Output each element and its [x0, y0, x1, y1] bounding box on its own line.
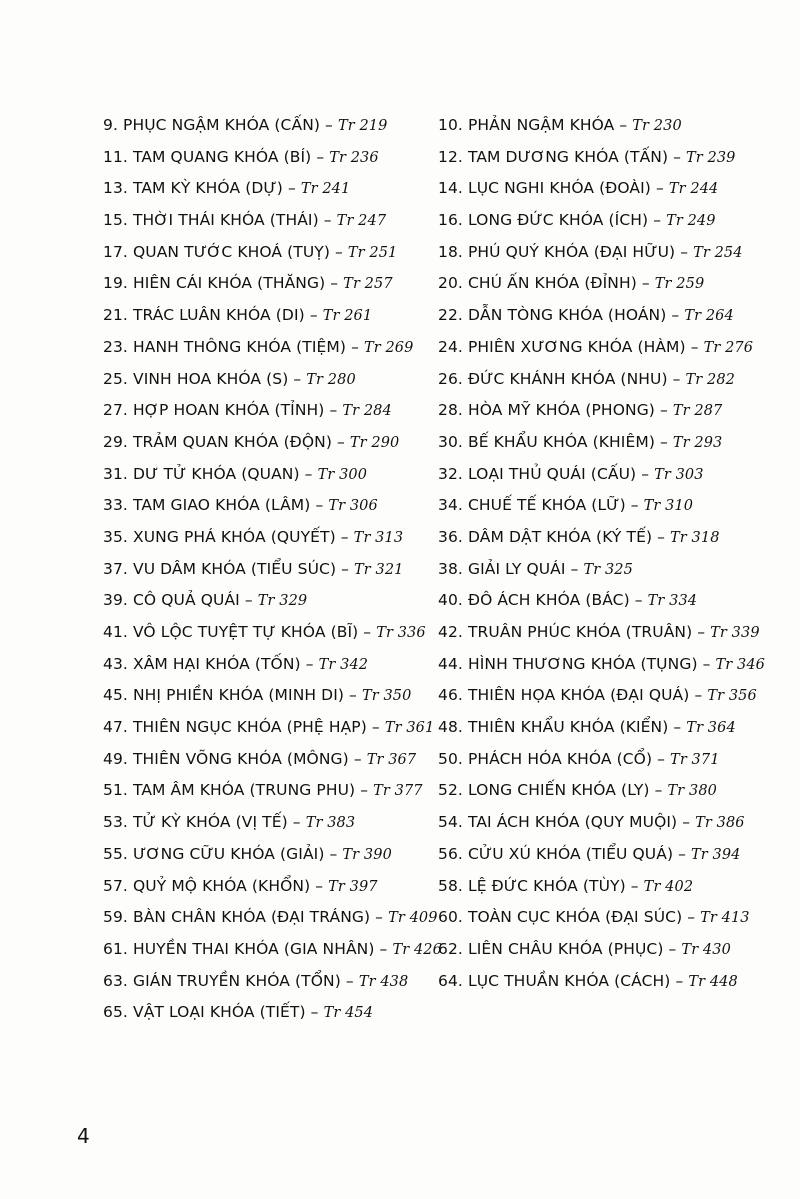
entry-dash: – [300, 654, 319, 673]
entry-title: CÔ QUẢ QUÁI [132, 591, 240, 610]
entry-title: LIÊN CHÂU KHÓA (PHỤC) [467, 939, 664, 958]
entry-number: 12. [438, 147, 463, 166]
entry-title: PHÚ QUÝ KHÓA (ĐẠI HỮU) [467, 242, 676, 261]
entry-page-ref: Tr 371 [670, 751, 720, 768]
entry-title: THIÊN HỌA KHÓA (ĐẠI QUÁ) [467, 686, 690, 705]
entry-number: 22. [438, 306, 463, 325]
toc-entry [438, 809, 768, 841]
entry-title: GIÁN TRUYỀN KHÓA (TỔN) [132, 971, 341, 990]
entry-title: THIÊN NGỤC KHÓA (PHỆ HẠP) [132, 718, 367, 737]
entry-dash: – [670, 971, 689, 990]
entry-dash: – [370, 908, 389, 927]
entry-dash: – [329, 242, 348, 261]
toc-entry [103, 841, 428, 873]
toc-entry [438, 461, 768, 493]
entry-page-ref: Tr 394 [691, 846, 741, 863]
entry-number: 52. [438, 781, 463, 800]
entry-dash: – [346, 337, 364, 356]
entry-page-ref: Tr 280 [306, 371, 356, 388]
entry-title: VINH HOA KHÓA (S) [132, 369, 289, 388]
toc-entry [438, 968, 768, 1000]
entry-dash: – [650, 179, 669, 198]
entry-dash: – [697, 654, 716, 673]
entry-number: 33. [103, 496, 128, 515]
entry-dash: – [336, 559, 355, 578]
entry-page-ref: Tr 383 [305, 815, 356, 832]
entry-page-ref: Tr 325 [583, 561, 633, 578]
toc-entry [103, 714, 435, 746]
entry-dash: – [304, 306, 323, 325]
entry-page-ref: Tr 377 [373, 783, 423, 800]
entry-title: VÔ LỘC TUYỆT TỰ KHÓA (BĨ) [132, 623, 359, 641]
entry-dash: – [668, 147, 687, 166]
entry-title: LỤC THUẦN KHÓA (CÁCH) [467, 971, 671, 990]
entry-page-ref: Tr 259 [654, 276, 705, 293]
entry-page-ref: Tr 276 [703, 339, 754, 356]
entry-title: TAI ÁCH KHÓA (QUY MUỘI) [467, 813, 678, 832]
entry-number: 49. [103, 749, 128, 768]
entry-page-ref: Tr 293 [672, 434, 723, 451]
toc-entry [438, 936, 768, 968]
entry-title: PHIÊN XƯƠNG KHÓA (HÀM) [467, 337, 686, 356]
entry-number: 48. [438, 718, 463, 737]
entry-page-ref: Tr 336 [376, 625, 426, 641]
entry-number: 59. [103, 908, 128, 927]
entry-title: CHÚ ẤN KHÓA (ĐỈNH) [467, 274, 637, 293]
toc-entry [438, 366, 768, 398]
toc-entry [438, 619, 768, 651]
entry-dash: – [677, 813, 696, 832]
entry-page-ref: Tr 261 [322, 308, 373, 325]
entry-number: 31. [103, 464, 128, 483]
entry-page-ref: Tr 269 [363, 339, 414, 356]
entry-dash: – [310, 496, 329, 515]
entry-dash: – [331, 432, 350, 451]
entry-title: TRẢM QUAN KHÓA (ĐỘN) [132, 432, 332, 451]
entry-dash: – [320, 116, 338, 134]
toc-entry [438, 334, 768, 366]
entry-title: HỢP HOAN KHÓA (TỈNH) [132, 401, 325, 420]
toc-entry [438, 429, 768, 461]
entry-page-ref: Tr 290 [349, 434, 400, 451]
entry-page-ref: Tr 390 [342, 846, 392, 863]
toc-entry [438, 556, 768, 588]
toc-entry [103, 239, 428, 271]
entry-page-ref: Tr 313 [353, 529, 404, 546]
entry-page-ref: Tr 236 [329, 149, 379, 166]
entry-number: 38. [438, 559, 463, 578]
toc-entry [103, 556, 428, 588]
entry-number: 51. [103, 781, 128, 800]
entry-dash: – [299, 464, 318, 483]
entry-dash: – [318, 211, 337, 230]
entry-number: 65. [103, 1003, 128, 1022]
entry-page-ref: Tr 350 [361, 688, 412, 705]
toc-entry [438, 270, 768, 302]
toc-entry [438, 587, 768, 619]
entry-title: TRUÂN PHÚC KHÓA (TRUÂN) [467, 623, 693, 641]
entry-page-ref: Tr 346 [715, 656, 765, 673]
entry-number: 35. [103, 527, 128, 546]
entry-title: ƯƠNG CỮU KHÓA (GIẢI) [132, 844, 325, 863]
entry-dash: – [689, 686, 708, 705]
entry-page-ref: Tr 361 [384, 720, 435, 737]
toc-entry [103, 366, 428, 398]
entry-page-ref: Tr 448 [688, 973, 738, 990]
entry-title: THIÊN KHẨU KHÓA (KIỂN) [467, 718, 669, 737]
entry-title: TRÁC LUÂN KHÓA (DI) [132, 306, 305, 325]
toc-entry [103, 112, 428, 144]
toc-entry [103, 429, 428, 461]
entry-number: 36. [438, 527, 463, 546]
entry-page-ref: Tr 257 [343, 276, 393, 293]
entry-dash: – [636, 274, 655, 293]
entry-title: DẪN TÒNG KHÓA (HOÁN) [467, 306, 667, 325]
entry-dash: – [652, 749, 671, 768]
entry-page-ref: Tr 402 [643, 878, 694, 895]
entry-number: 45. [103, 686, 128, 705]
entry-title: GIẢI LY QUÁI [467, 559, 566, 578]
toc-entry [103, 524, 428, 556]
entry-dash: – [663, 939, 682, 958]
entry-number: 56. [438, 844, 463, 863]
entry-dash: – [666, 306, 685, 325]
entry-number: 11. [103, 147, 128, 166]
entry-dash: – [239, 591, 258, 610]
entry-title: TAM DƯƠNG KHÓA (TẤN) [467, 147, 669, 166]
entry-title: TAM KỲ KHÓA (DỰ) [132, 179, 283, 198]
entry-title: HÒA MỸ KHÓA (PHONG) [467, 401, 655, 420]
entry-page-ref: Tr 282 [685, 371, 736, 388]
entry-number: 39. [103, 591, 128, 610]
entry-number: 32. [438, 464, 463, 483]
toc-entry [438, 873, 768, 905]
entry-number: 23. [103, 337, 128, 356]
entry-number: 60. [438, 908, 463, 927]
toc-entry [103, 587, 428, 619]
entry-title: DÂM DẬT KHÓA (KÝ TẾ) [467, 527, 653, 546]
toc-right-column [438, 112, 768, 999]
entry-title: NHỊ PHIỀN KHÓA (MINH DI) [132, 686, 345, 705]
toc-entry [438, 682, 768, 714]
entry-title: HANH THÔNG KHÓA (TIỆM) [132, 337, 347, 356]
entry-dash: – [305, 1003, 324, 1022]
entry-dash: – [355, 781, 374, 800]
entry-number: 61. [103, 939, 128, 958]
entry-dash: – [310, 876, 329, 895]
entry-number: 26. [438, 369, 463, 388]
toc-entry [103, 207, 428, 239]
entry-page-ref: Tr 339 [710, 625, 760, 641]
entry-page-ref: Tr 380 [667, 783, 717, 800]
entry-title: HIÊN CÁI KHÓA (THĂNG) [132, 274, 326, 293]
entry-title: TOÀN CỤC KHÓA (ĐẠI SÚC) [467, 908, 683, 927]
toc-entry [103, 746, 428, 778]
entry-dash: – [287, 813, 306, 832]
entry-title: LOẠI THỦ QUÁI (CẤU) [467, 464, 637, 483]
entry-dash: – [649, 781, 668, 800]
toc-entry [103, 461, 428, 493]
entry-number: 40. [438, 591, 463, 610]
entry-dash: – [654, 432, 673, 451]
entry-dash: – [348, 749, 367, 768]
entry-page-ref: Tr 413 [700, 910, 750, 927]
entry-page-ref: Tr 409 [388, 910, 438, 927]
entry-number: 47. [103, 718, 128, 737]
entry-dash: – [335, 527, 354, 546]
entry-number: 63. [103, 971, 128, 990]
entry-page-ref: Tr 454 [323, 1005, 374, 1022]
entry-dash: – [675, 242, 694, 261]
entry-page-ref: Tr 306 [328, 498, 378, 515]
entry-page-ref: Tr 244 [668, 181, 719, 198]
toc-entry [438, 524, 768, 556]
entry-dash: – [682, 908, 701, 927]
entry-dash: – [673, 844, 691, 863]
toc-entry [438, 651, 768, 683]
entry-page-ref: Tr 329 [257, 593, 308, 610]
entry-dash: – [340, 971, 359, 990]
entry-page-ref: Tr 356 [707, 688, 757, 705]
toc-entry [103, 302, 428, 334]
entry-title: BÀN CHÂN KHÓA (ĐẠI TRÁNG) [132, 908, 371, 927]
entry-title: XUNG PHÁ KHÓA (QUYẾT) [132, 527, 336, 546]
entry-page-ref: Tr 230 [632, 118, 682, 134]
entry-number: 50. [438, 749, 463, 768]
entry-dash: – [654, 401, 673, 420]
toc-entry [438, 904, 768, 936]
entry-page-ref: Tr 397 [328, 878, 378, 895]
entry-page-ref: Tr 239 [686, 149, 736, 166]
entry-number: 64. [438, 971, 463, 990]
entry-dash: – [668, 718, 687, 737]
toc-entry [103, 873, 428, 905]
entry-dash: – [565, 559, 584, 578]
toc-entry [103, 492, 428, 524]
entry-number: 55. [103, 844, 128, 863]
entry-number: 15. [103, 211, 128, 230]
entry-dash: – [324, 844, 343, 863]
entry-number: 34. [438, 496, 463, 515]
entry-title: ĐỨC KHÁNH KHÓA (NHU) [467, 369, 668, 388]
entry-dash: – [652, 527, 671, 546]
entry-dash: – [685, 337, 704, 356]
entry-page-ref: Tr 364 [686, 720, 736, 737]
entry-number: 58. [438, 876, 463, 895]
toc-entry [103, 936, 442, 968]
entry-number: 18. [438, 242, 463, 261]
toc-entry [103, 999, 428, 1031]
toc-entry [438, 112, 768, 144]
entry-page-ref: Tr 342 [318, 656, 369, 673]
toc-entry [438, 239, 768, 271]
entry-title: PHẢN NGẬM KHÓA [467, 116, 615, 134]
entry-title: PHỤC NGẬM KHÓA (CẤN) [123, 116, 321, 134]
entry-title: VẬT LOẠI KHÓA (TIẾT) [132, 1003, 306, 1022]
entry-page-ref: Tr 219 [337, 118, 388, 134]
entry-dash: – [625, 496, 644, 515]
toc-entry [103, 904, 438, 936]
entry-number: 14. [438, 179, 463, 198]
entry-page-ref: Tr 247 [336, 213, 387, 230]
entry-page-ref: Tr 430 [681, 941, 731, 958]
toc-entry [438, 302, 768, 334]
toc-entry [438, 714, 768, 746]
entry-number: 10. [438, 116, 463, 134]
entry-number: 19. [103, 274, 128, 293]
entry-number: 27. [103, 401, 128, 420]
entry-dash: – [625, 876, 644, 895]
entry-number: 29. [103, 432, 128, 451]
toc-entry [103, 968, 428, 1000]
entry-page-ref: Tr 251 [347, 244, 398, 261]
toc-entry [103, 334, 428, 366]
entry-title: QUAN TƯỚC KHOÁ (TUỴ) [132, 242, 330, 261]
entry-title: XÂM HẠI KHÓA (TỐN) [132, 654, 301, 673]
toc-entry [438, 175, 768, 207]
entry-number: 9. [103, 116, 118, 134]
entry-title: TAM QUANG KHÓA (BÍ) [132, 147, 312, 166]
page-number: 4 [77, 1124, 90, 1148]
entry-title: DƯ TỬ KHÓA (QUAN) [132, 464, 300, 483]
toc-entry [438, 841, 768, 873]
entry-number: 41. [103, 623, 128, 641]
entry-number: 25. [103, 369, 128, 388]
entry-dash: – [282, 179, 301, 198]
toc-entry [103, 651, 428, 683]
entry-number: 30. [438, 432, 463, 451]
toc-entry [438, 397, 768, 429]
toc-entry [438, 746, 768, 778]
entry-dash: – [614, 116, 633, 134]
entry-number: 21. [103, 306, 128, 325]
entry-number: 44. [438, 654, 463, 673]
entry-number: 53. [103, 813, 128, 832]
entry-dash: – [374, 939, 393, 958]
toc-entry [103, 777, 428, 809]
entry-number: 28. [438, 401, 463, 420]
entry-page-ref: Tr 438 [358, 973, 409, 990]
entry-number: 42. [438, 623, 463, 641]
toc-left-column [103, 112, 442, 1031]
entry-page-ref: Tr 249 [666, 213, 716, 230]
entry-title: THIÊN VÕNG KHÓA (MÔNG) [132, 749, 349, 768]
entry-dash: – [629, 591, 648, 610]
entry-title: TỬ KỲ KHÓA (VỊ TẾ) [132, 813, 288, 832]
entry-title: HUYỀN THAI KHÓA (GIA NHÂN) [132, 939, 375, 958]
entry-dash: – [311, 147, 330, 166]
entry-page-ref: Tr 241 [300, 181, 351, 198]
entry-page-ref: Tr 318 [670, 529, 720, 546]
entry-dash: – [344, 686, 362, 705]
entry-title: LONG CHIẾN KHÓA (LY) [467, 781, 650, 800]
entry-title: LỤC NGHI KHÓA (ĐOÀI) [467, 179, 651, 198]
entry-number: 37. [103, 559, 128, 578]
entry-number: 46. [438, 686, 463, 705]
entry-number: 16. [438, 211, 463, 230]
entry-page-ref: Tr 310 [643, 498, 694, 515]
entry-title: PHÁCH HÓA KHÓA (CỔ) [467, 749, 653, 768]
entry-number: 57. [103, 876, 128, 895]
entry-number: 54. [438, 813, 463, 832]
entry-page-ref: Tr 284 [342, 403, 392, 420]
entry-title: TAM ÂM KHÓA (TRUNG PHU) [132, 781, 356, 800]
entry-title: LONG ĐỨC KHÓA (ÍCH) [467, 211, 649, 230]
entry-dash: – [358, 623, 377, 641]
entry-title: CHUẾ TẾ KHÓA (LỮ) [467, 496, 626, 515]
entry-title: TAM GIAO KHÓA (LÂM) [132, 496, 311, 515]
toc-entry [438, 207, 768, 239]
entry-dash: – [648, 211, 667, 230]
entry-page-ref: Tr 264 [684, 308, 734, 325]
entry-title: BẾ KHẨU KHÓA (KHIÊM) [467, 432, 655, 451]
toc-entry [438, 144, 768, 176]
toc-entry [103, 144, 428, 176]
entry-dash: – [288, 369, 307, 388]
entry-dash: – [366, 718, 385, 737]
toc-entry [103, 682, 428, 714]
toc-entry [103, 270, 428, 302]
entry-dash: – [324, 401, 343, 420]
entry-number: 20. [438, 274, 463, 293]
entry-page-ref: Tr 321 [354, 561, 404, 578]
toc-entry [103, 397, 428, 429]
toc-entry [103, 619, 428, 651]
toc-entry [103, 809, 428, 841]
entry-dash: – [325, 274, 344, 293]
entry-number: 13. [103, 179, 128, 198]
entry-page-ref: Tr 287 [672, 403, 723, 420]
entry-number: 17. [103, 242, 128, 261]
entry-page-ref: Tr 426 [392, 941, 442, 958]
entry-title: LỆ ĐỨC KHÓA (TÙY) [467, 876, 626, 895]
entry-title: THỜI THÁI KHÓA (THÁI) [132, 211, 319, 230]
toc-entry [438, 777, 768, 809]
entry-number: 62. [438, 939, 463, 958]
entry-dash: – [667, 369, 686, 388]
entry-page-ref: Tr 300 [317, 466, 368, 483]
entry-title: QUỶ MỘ KHÓA (KHỔN) [132, 876, 311, 895]
entry-title: HÌNH THƯƠNG KHÓA (TỤNG) [467, 654, 698, 673]
entry-dash: – [692, 623, 711, 641]
entry-page-ref: Tr 303 [654, 466, 704, 483]
toc-entry [103, 175, 428, 207]
entry-dash: – [636, 464, 655, 483]
entry-page-ref: Tr 386 [695, 815, 745, 832]
entry-page-ref: Tr 367 [366, 751, 417, 768]
toc-entry [438, 492, 768, 524]
entry-title: VU DÂM KHÓA (TIỂU SÚC) [132, 559, 337, 578]
entry-page-ref: Tr 254 [693, 244, 743, 261]
entry-page-ref: Tr 334 [647, 593, 698, 610]
entry-title: CỬU XÚ KHÓA (TIỂU QUÁ) [467, 844, 674, 863]
entry-title: ĐÔ ÁCH KHÓA (BÁC) [467, 591, 630, 610]
entry-number: 24. [438, 337, 463, 356]
entry-number: 43. [103, 654, 128, 673]
